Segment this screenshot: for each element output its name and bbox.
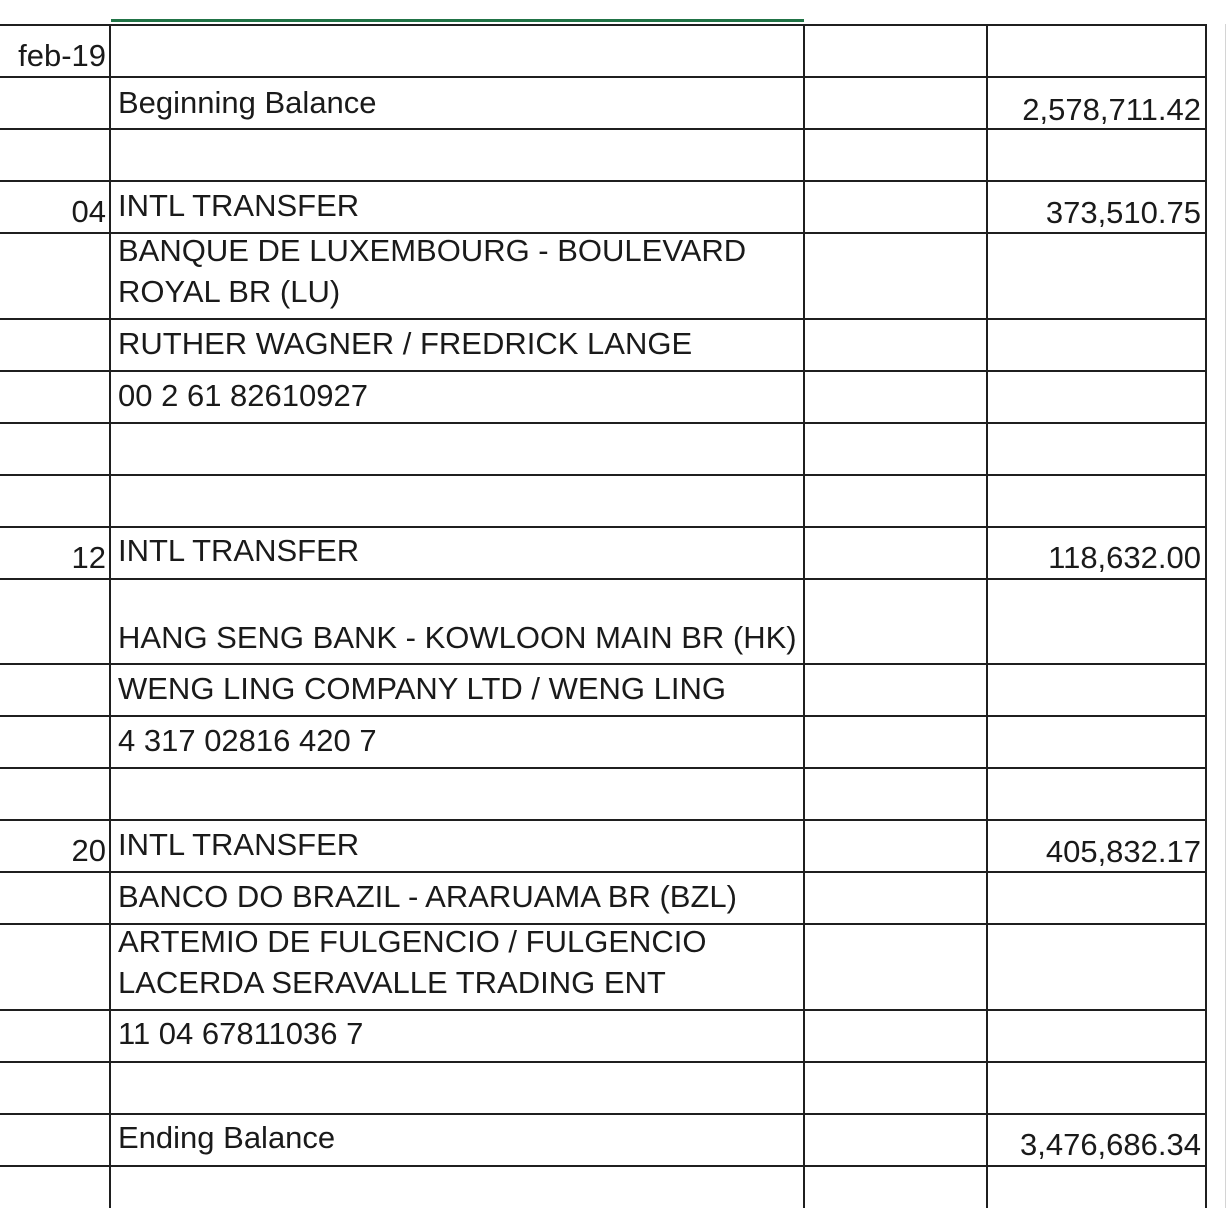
description-cell[interactable]: INTL TRANSFER xyxy=(118,827,360,862)
row-divider xyxy=(0,767,1206,769)
row-divider xyxy=(0,474,1206,476)
row-divider xyxy=(0,715,1206,717)
column-divider xyxy=(1205,24,1207,1208)
active-column-indicator xyxy=(111,19,804,22)
description-cell[interactable]: RUTHER WAGNER / FREDRICK LANGE xyxy=(118,326,693,361)
row-divider xyxy=(0,578,1206,580)
date-cell[interactable]: 04 xyxy=(71,194,106,229)
row-divider xyxy=(0,871,1206,873)
column-divider xyxy=(109,24,111,1208)
description-cell[interactable]: Beginning Balance xyxy=(118,85,377,120)
date-cell[interactable]: feb-19 xyxy=(18,38,106,73)
description-cell[interactable]: BANCO DO BRAZIL - ARARUAMA BR (BZL) xyxy=(118,879,737,914)
description-cell[interactable]: 11 04 67811036 7 xyxy=(118,1016,364,1051)
row-divider xyxy=(0,1061,1206,1063)
description-cell[interactable]: 00 2 61 82610927 xyxy=(118,378,368,413)
row-divider xyxy=(0,819,1206,821)
row-divider xyxy=(0,422,1206,424)
row-divider xyxy=(0,1113,1206,1115)
row-divider xyxy=(0,128,1206,130)
row-divider xyxy=(0,24,1206,26)
description-cell[interactable]: WENG LING COMPANY LTD / WENG LING xyxy=(118,671,727,706)
description-cell[interactable]: BANQUE DE LUXEMBOURG - BOULEVARD xyxy=(118,233,747,268)
description-cell-line2[interactable]: ROYAL BR (LU) xyxy=(118,274,341,309)
column-divider xyxy=(803,24,805,1208)
row-divider xyxy=(0,370,1206,372)
row-divider xyxy=(0,1165,1206,1167)
row-divider xyxy=(0,1009,1206,1011)
amount-cell[interactable]: 2,578,711.42 xyxy=(1022,92,1201,127)
amount-cell[interactable]: 118,632.00 xyxy=(1048,540,1201,575)
amount-cell[interactable]: 405,832.17 xyxy=(1045,834,1201,869)
description-cell[interactable]: ARTEMIO DE FULGENCIO / FULGENCIO xyxy=(118,924,707,959)
column-divider xyxy=(986,24,988,1208)
description-cell[interactable]: Ending Balance xyxy=(118,1120,336,1155)
row-divider xyxy=(0,526,1206,528)
row-divider xyxy=(0,663,1206,665)
description-cell[interactable]: INTL TRANSFER xyxy=(118,188,360,223)
description-cell[interactable]: 4 317 02816 420 7 xyxy=(118,723,377,758)
date-cell[interactable]: 20 xyxy=(71,833,106,868)
row-divider xyxy=(0,318,1206,320)
amount-cell[interactable]: 373,510.75 xyxy=(1045,195,1201,230)
description-cell-line2[interactable]: LACERDA SERAVALLE TRADING ENT xyxy=(118,965,666,1000)
amount-cell[interactable]: 3,476,686.34 xyxy=(1019,1127,1201,1162)
date-cell[interactable]: 12 xyxy=(71,540,106,575)
row-divider xyxy=(0,180,1206,182)
row-divider xyxy=(0,76,1206,78)
description-cell[interactable]: INTL TRANSFER xyxy=(118,533,360,568)
description-cell[interactable]: HANG SENG BANK - KOWLOON MAIN BR (HK) xyxy=(118,620,797,655)
